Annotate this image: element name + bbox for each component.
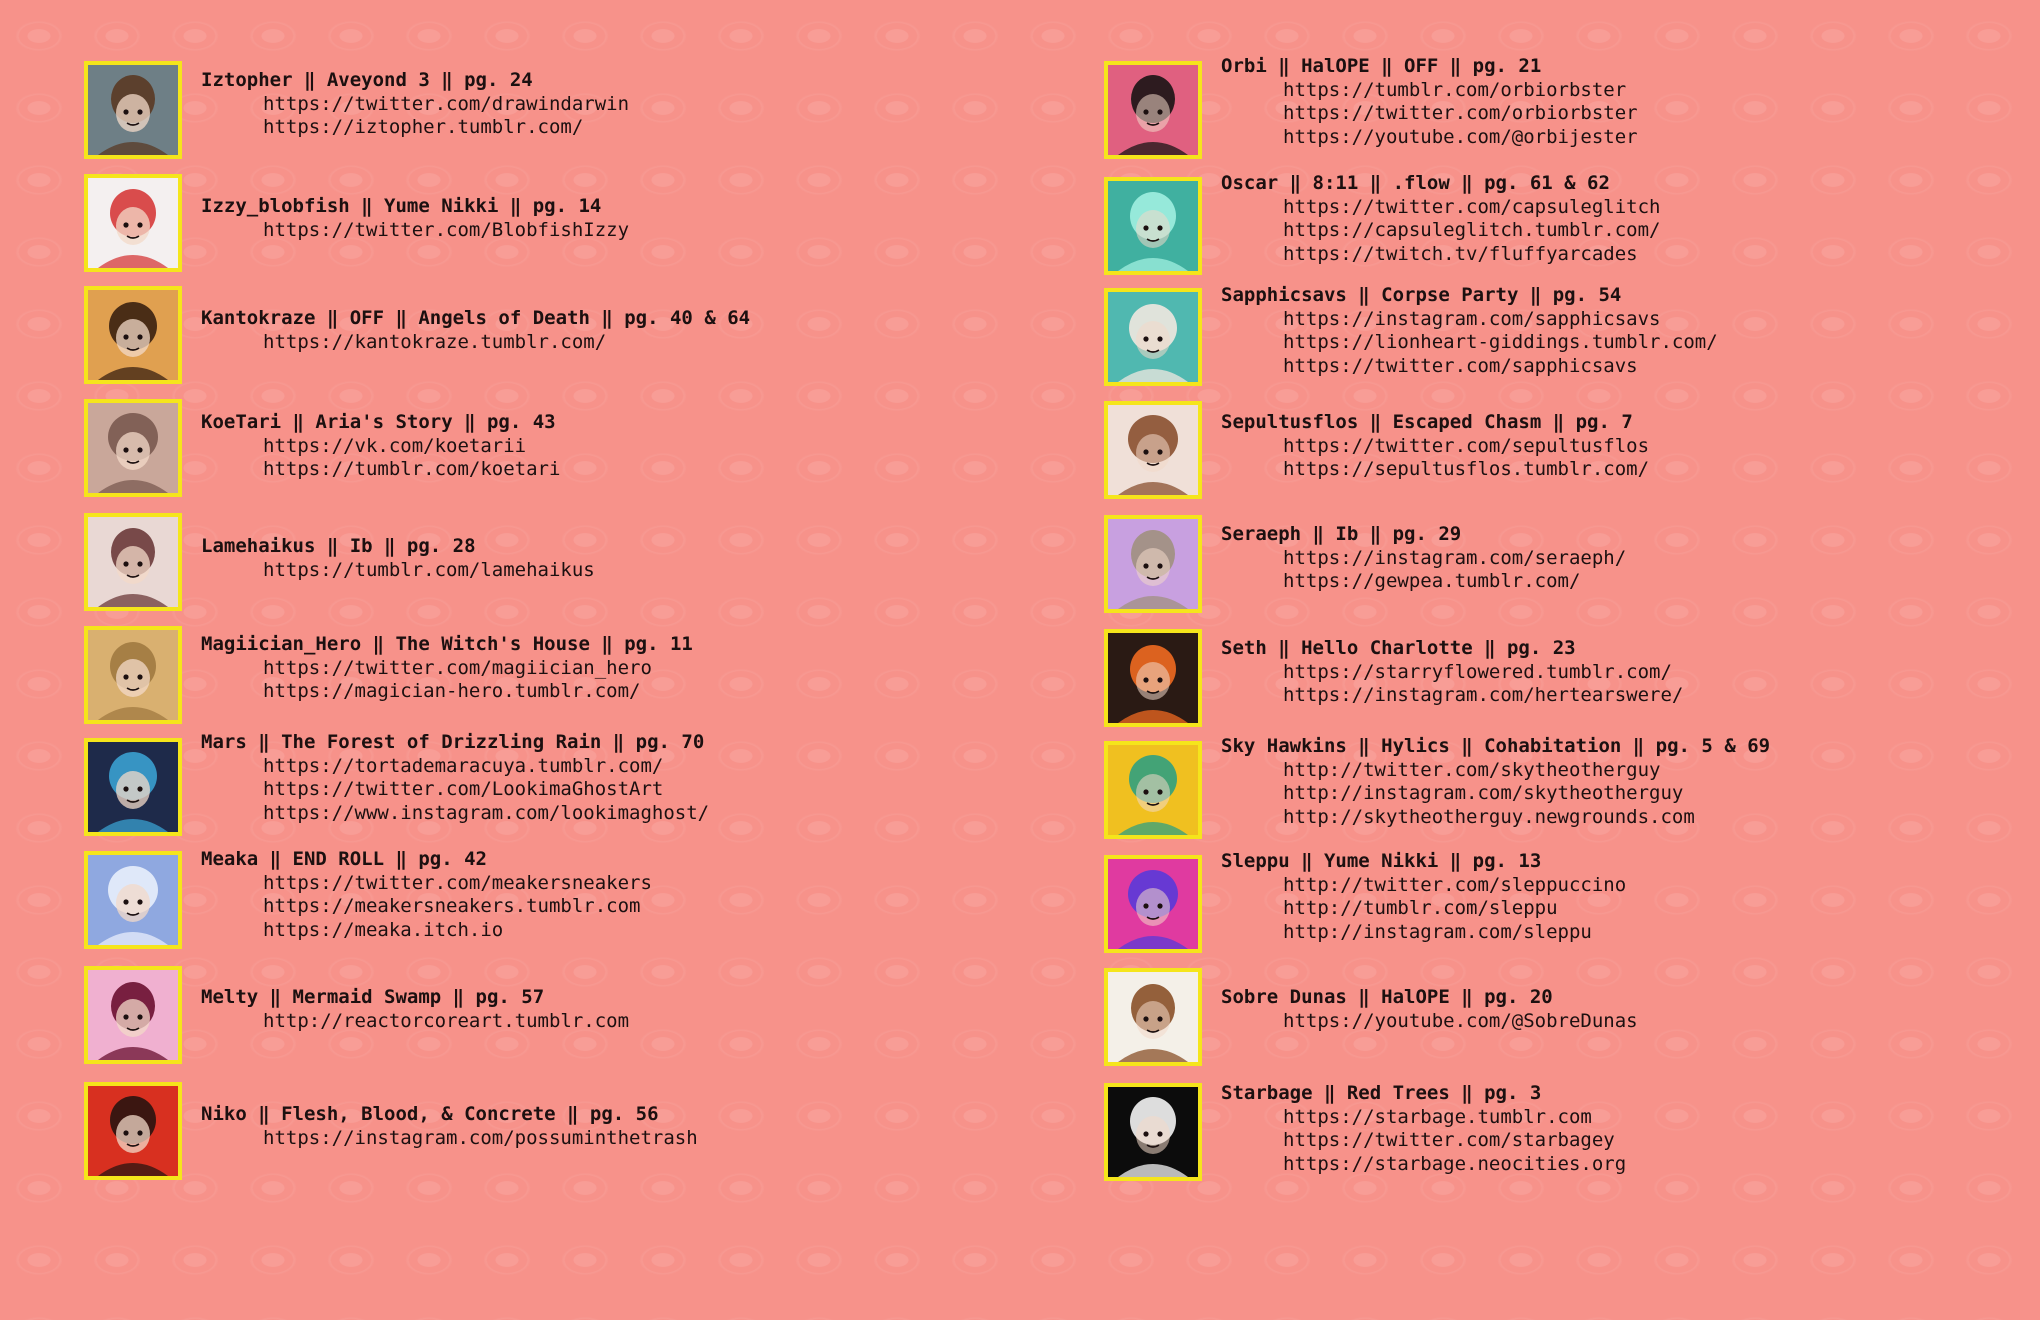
credit-text <box>201 307 750 354</box>
credit-link[interactable]: https://twitter.com/drawindarwin <box>263 92 630 115</box>
credit-link[interactable]: https://twitter.com/orbiorbster <box>1283 102 1638 124</box>
credit-link[interactable]: https://capsuleglitch.tumblr.com/ <box>1283 219 1661 241</box>
avatar <box>1104 515 1202 613</box>
credit-link[interactable]: https://twitter.com/magiician_hero <box>263 656 652 679</box>
avatar <box>1104 1083 1202 1181</box>
credit-heading: Sepultusflos ‖ Escaped Chasm ‖ pg. 7 <box>1221 411 1633 433</box>
avatar <box>1104 401 1202 499</box>
credit-heading: Sobre Dunas ‖ HalOPE ‖ pg. 20 <box>1221 986 1553 1008</box>
credit-text <box>1221 411 1649 482</box>
avatar <box>84 174 182 272</box>
credit-link[interactable]: https://lionheart-giddings.tumblr.com/ <box>1283 331 1718 353</box>
credit-text <box>1221 523 1626 594</box>
credit-link[interactable]: https://tortademaracuya.tumblr.com/ <box>263 754 664 777</box>
avatar <box>84 626 182 724</box>
credit-heading: Kantokraze ‖ OFF ‖ Angels of Death ‖ pg. 40 & 64 <box>201 307 751 329</box>
credit-heading: Orbi ‖ HalOPE ‖ OFF ‖ pg. 21 <box>1221 55 1542 77</box>
credit-text <box>201 1103 698 1150</box>
credit-link[interactable]: https://kantokraze.tumblr.com/ <box>263 330 607 353</box>
credit-link[interactable]: https://twitch.tv/fluffyarcades <box>1283 242 1638 265</box>
credit-link[interactable]: https://twitter.com/capsuleglitch <box>1283 195 1661 218</box>
credit-heading: Seraeph ‖ Ib ‖ pg. 29 <box>1221 523 1462 545</box>
credit-link[interactable]: https://starryflowered.tumblr.com/ <box>1283 660 1672 683</box>
credit-link[interactable]: https://youtube.com/@orbijester <box>1283 125 1638 148</box>
avatar <box>84 399 182 497</box>
credit-link[interactable]: http://skytheotherguy.newgrounds.com <box>1283 805 1695 828</box>
avatar <box>84 513 182 611</box>
avatar <box>84 286 182 384</box>
credit-heading: Niko ‖ Flesh, Blood, & Concrete ‖ pg. 56 <box>201 1103 659 1125</box>
credit-link[interactable]: https://twitter.com/BlobfishIzzy <box>263 218 630 241</box>
credit-text <box>201 848 652 942</box>
credit-link[interactable]: https://magician-hero.tumblr.com/ <box>263 680 641 702</box>
credit-link[interactable]: https://iztopher.tumblr.com/ <box>263 116 584 138</box>
credit-heading: Iztopher ‖ Aveyond 3 ‖ pg. 24 <box>201 69 533 91</box>
credit-heading: Lamehaikus ‖ Ib ‖ pg. 28 <box>201 535 476 557</box>
credit-link[interactable]: http://tumblr.com/sleppu <box>1283 897 1558 919</box>
avatar <box>1104 741 1202 839</box>
credit-link[interactable]: https://youtube.com/@SobreDunas <box>1283 1009 1638 1032</box>
credit-heading: Oscar ‖ 8:11 ‖ .flow ‖ pg. 61 & 62 <box>1221 172 1610 194</box>
credit-link[interactable]: https://twitter.com/LookimaGhostArt <box>263 778 664 800</box>
credit-text <box>201 69 629 140</box>
credit-heading: Seth ‖ Hello Charlotte ‖ pg. 23 <box>1221 637 1576 659</box>
avatar <box>1104 855 1202 953</box>
credit-link[interactable]: https://meaka.itch.io <box>263 918 504 941</box>
credit-link[interactable]: https://instagram.com/possuminthetrash <box>263 1126 698 1149</box>
credit-heading: Starbage ‖ Red Trees ‖ pg. 3 <box>1221 1082 1542 1104</box>
credit-text <box>201 986 629 1033</box>
credit-link[interactable]: https://instagram.com/hertearswere/ <box>1283 684 1684 706</box>
credit-link[interactable]: https://twitter.com/sepultusflos <box>1283 434 1650 457</box>
avatar <box>1104 629 1202 727</box>
credit-heading: Melty ‖ Mermaid Swamp ‖ pg. 57 <box>201 986 545 1008</box>
credit-text <box>1221 986 1638 1033</box>
credit-text <box>1221 637 1683 708</box>
credit-heading: Magiician_Hero ‖ The Witch's House ‖ pg. 11 <box>201 633 693 655</box>
avatar <box>84 1082 182 1180</box>
credit-text <box>201 411 560 482</box>
credit-heading: Izzy_blobfish ‖ Yume Nikki ‖ pg. 14 <box>201 195 602 217</box>
credit-text <box>201 535 595 582</box>
avatar <box>1104 61 1202 159</box>
avatar <box>1104 177 1202 275</box>
credit-heading: Sky Hawkins ‖ Hylics ‖ Cohabitation ‖ pg. 5 & 69 <box>1221 735 1771 757</box>
credit-text <box>1221 284 1718 378</box>
credit-link[interactable]: http://twitter.com/sleppuccino <box>1283 873 1627 896</box>
credit-heading: Sapphicsavs ‖ Corpse Party ‖ pg. 54 <box>1221 284 1622 306</box>
credit-link[interactable]: https://starbage.neocities.org <box>1283 1152 1627 1175</box>
credit-link[interactable]: http://twitter.com/skytheotherguy <box>1283 758 1661 781</box>
avatar <box>1104 968 1202 1066</box>
credit-link[interactable]: https://instagram.com/sapphicsavs <box>1283 307 1661 330</box>
credit-link[interactable]: https://tumblr.com/orbiorbster <box>1283 78 1627 101</box>
credit-link[interactable]: https://twitter.com/sapphicsavs <box>1283 354 1638 377</box>
credit-link[interactable]: https://gewpea.tumblr.com/ <box>1283 570 1581 592</box>
credit-link[interactable]: http://reactorcoreart.tumblr.com <box>263 1009 630 1032</box>
avatar <box>84 966 182 1064</box>
credit-text <box>1221 850 1626 944</box>
credit-link[interactable]: https://starbage.tumblr.com <box>1283 1105 1592 1128</box>
credit-link[interactable]: http://instagram.com/sleppu <box>1283 920 1592 943</box>
credit-heading: KoeTari ‖ Aria's Story ‖ pg. 43 <box>201 411 556 433</box>
avatar <box>84 738 182 836</box>
credit-heading: Meaka ‖ END ROLL ‖ pg. 42 <box>201 848 487 870</box>
credit-link[interactable]: https://vk.com/koetarii <box>263 434 527 457</box>
credit-link[interactable]: https://meakersneakers.tumblr.com <box>263 895 641 917</box>
credit-text <box>201 731 709 825</box>
credit-link[interactable]: https://sepultusflos.tumblr.com/ <box>1283 458 1650 480</box>
credit-link[interactable]: https://www.instagram.com/lookimaghost/ <box>263 801 710 824</box>
credit-link[interactable]: https://twitter.com/starbagey <box>1283 1129 1615 1151</box>
credit-link[interactable]: https://instagram.com/seraeph/ <box>1283 546 1627 569</box>
avatar <box>84 851 182 949</box>
credit-link[interactable]: https://tumblr.com/lamehaikus <box>263 558 595 581</box>
credit-text <box>1221 172 1661 266</box>
avatar <box>1104 288 1202 386</box>
credit-link[interactable]: http://instagram.com/skytheotherguy <box>1283 782 1684 804</box>
credit-text <box>1221 735 1770 829</box>
credit-heading: Sleppu ‖ Yume Nikki ‖ pg. 13 <box>1221 850 1542 872</box>
avatar <box>84 61 182 159</box>
credit-link[interactable]: https://twitter.com/meakersneakers <box>263 871 652 894</box>
credit-link[interactable]: https://tumblr.com/koetari <box>263 458 561 480</box>
credit-text <box>1221 1082 1626 1176</box>
credit-heading: Mars ‖ The Forest of Drizzling Rain ‖ pg. 70 <box>201 731 705 753</box>
credit-text <box>1221 55 1638 149</box>
credit-text <box>201 633 693 704</box>
credit-text <box>201 195 629 242</box>
